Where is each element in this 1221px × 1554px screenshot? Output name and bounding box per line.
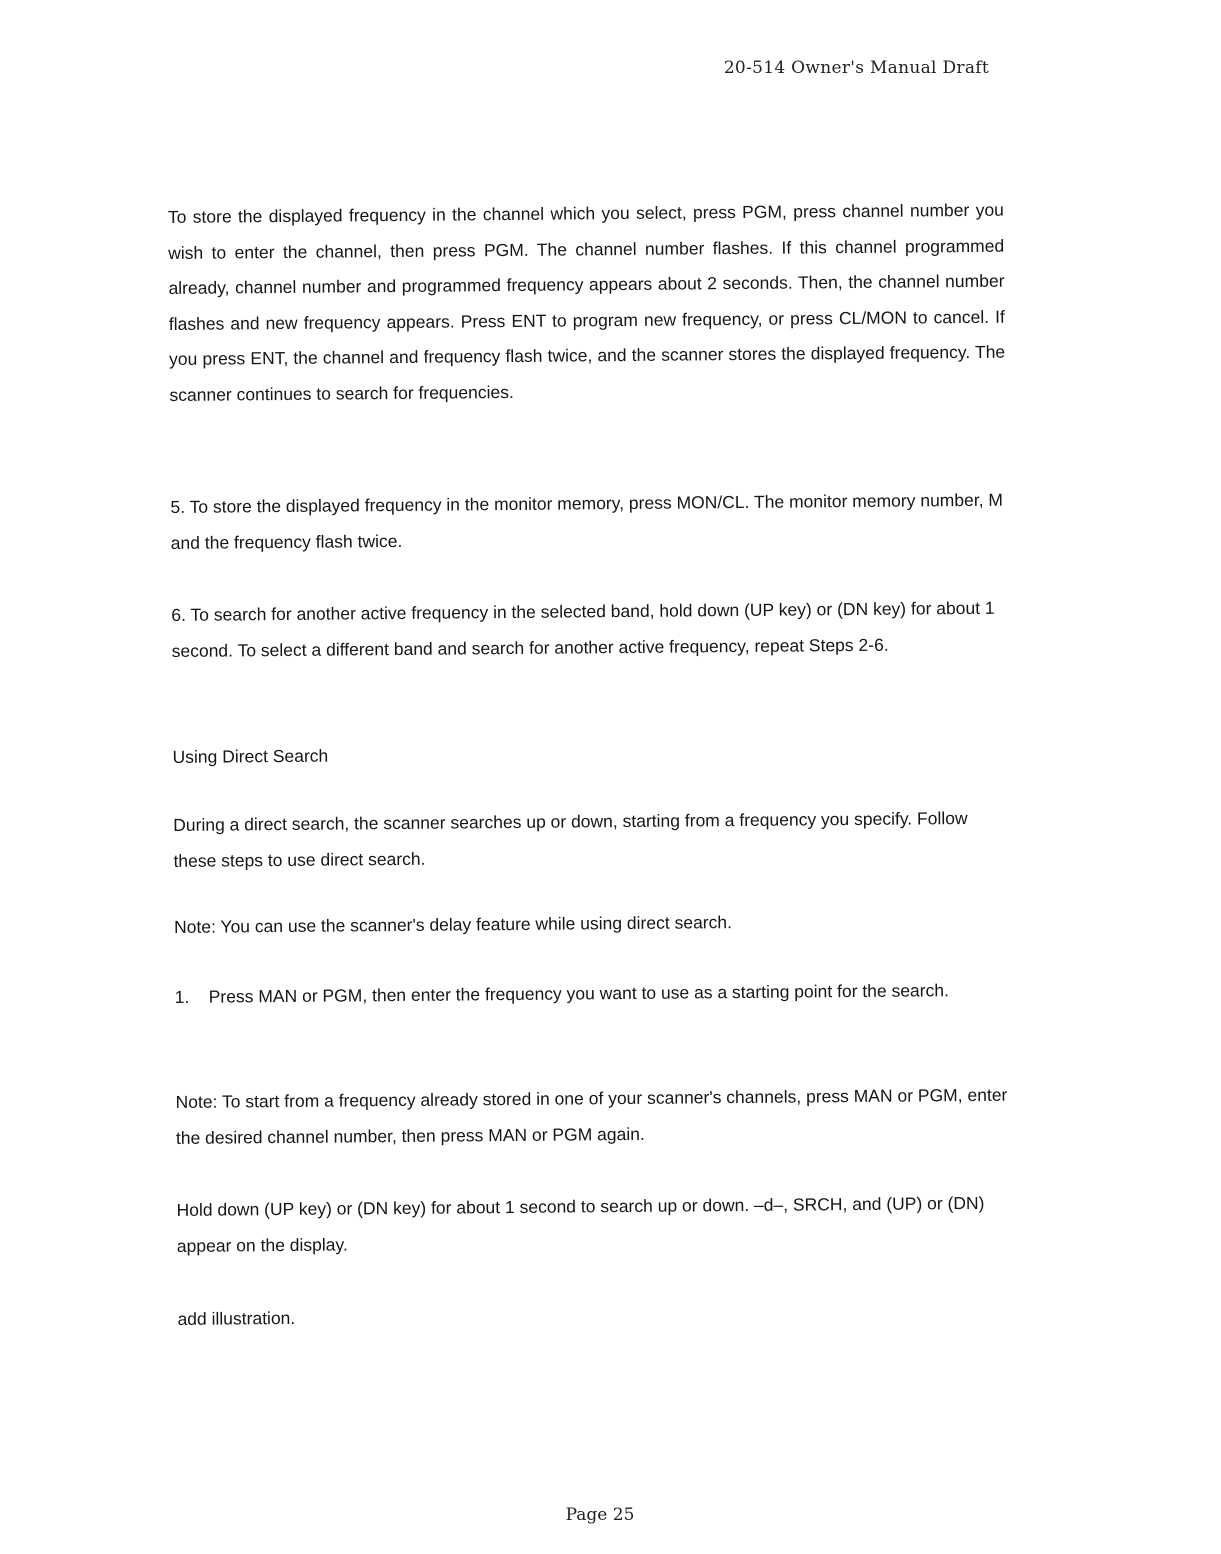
list-number: 1. bbox=[174, 986, 190, 1007]
list-item-step-1 bbox=[175, 972, 1045, 1015]
illustration-placeholder: add illustration. bbox=[177, 1307, 296, 1329]
paragraph-direct-search-intro: During a direct search, the scanner searches up or down, starting from a frequency you specify. Follow these steps to use direct search. bbox=[173, 808, 968, 871]
list-item-text: Press MAN or PGM, then enter the frequency you want to use as a starting point for the search. bbox=[208, 980, 949, 1007]
paragraph-step-6: 6. To search for another active frequency in the selected band, hold down (UP key) or (DN key) for about 1 second. To select a different band and search for another active frequency, repeat Steps 2-6. bbox=[171, 597, 995, 661]
paragraph-store-channel: To store the displayed frequency in the channel which you select, press PGM, press channel number you wish to enter the channel, then press PGM. The channel number flashes. If this channel programmed already, channel number and programmed frequency appears about 2 seconds. Then, the channel number flashes and new frequency appears. Press ENT to program new frequency, or press CL/MON to cancel. If you press ENT, the channel and frequency flash twice, and the scanner stores the displayed frequency. The scanner continues to search for frequencies. bbox=[167, 199, 1006, 405]
paragraph-hold-down: Hold down (UP key) or (DN key) for about 1 second to search up or down. –d–, SRCH, and (UP) or (DN) appear on the display. bbox=[176, 1192, 985, 1256]
page-number: Page 25 bbox=[565, 1505, 635, 1525]
section-heading: Using Direct Search bbox=[172, 745, 329, 767]
page-header: 20-514 Owner's Manual Draft bbox=[723, 58, 989, 78]
note-delay-feature: Note: You can use the scanner's delay feature while using direct search. bbox=[174, 912, 733, 937]
note-stored-frequency: Note: To start from a frequency already stored in one of your scanner's channels, press MAN or PGM, enter the desired channel number, then press MAN or PGM again. bbox=[175, 1084, 1008, 1148]
paragraph-step-5: 5. To store the displayed frequency in the monitor memory, press MON/CL. The monitor memory number, M and the frequency flash twice. bbox=[170, 489, 1004, 553]
